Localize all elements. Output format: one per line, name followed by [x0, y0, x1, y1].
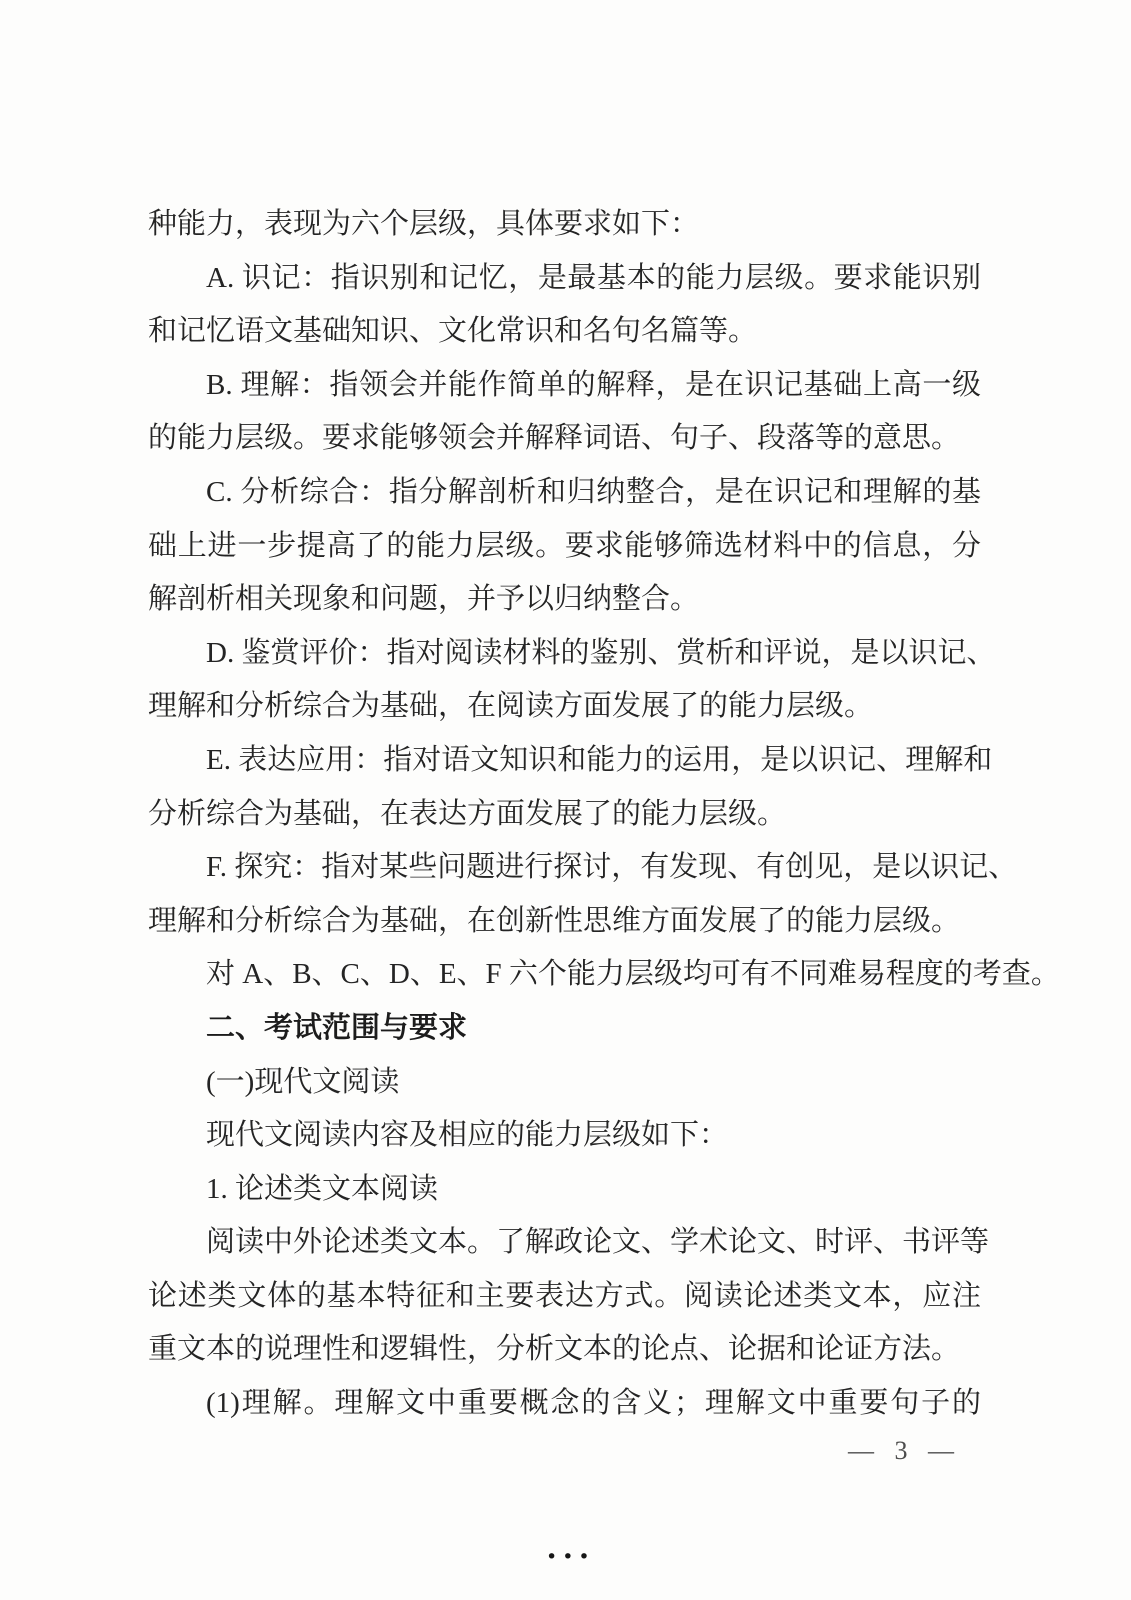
line-ability-d-1: D. 鉴赏评价：指对阅读材料的鉴别、赏析和评说，是以识记、 [206, 636, 996, 669]
line-ability-b-2: 的能力层级。要求能够领会并解释词语、句子、段落等的意思。 [148, 422, 961, 455]
line-continuation-from-prev-page: 种能力，表现为六个层级，具体要求如下： [148, 208, 700, 240]
page-number: — 3 — [848, 1436, 955, 1465]
line-modern-reading-intro: 现代文阅读内容及相应的能力层级如下： [206, 1119, 729, 1152]
line-ability-e-2: 分析综合为基础，在表达方面发展了的能力层级。 [148, 797, 787, 830]
line-levels-summary: 对 A、B、C、D、E、F 六个能力层级均可有不同难易程度的考查。 [206, 958, 1060, 991]
line-ability-d-2: 理解和分析综合为基础，在阅读方面发展了的能力层级。 [148, 690, 874, 723]
line-ability-e-1: E. 表达应用：指对语文知识和能力的运用，是以识记、理解和 [206, 743, 993, 776]
line-subsection-modern-reading: (一)现代文阅读 [206, 1065, 400, 1098]
line-ability-a-1: A. 识记：指识别和记忆，是最基本的能力层级。要求能识别 [206, 261, 981, 294]
line-item-argumentative-texts: 1. 论述类文本阅读 [206, 1172, 439, 1205]
line-ability-c-2: 础上进一步提高了的能力层级。要求能够筛选材料中的信息，分 [148, 529, 981, 562]
line-ability-b-1: B. 理解：指领会并能作简单的解释，是在识记基础上高一级 [206, 368, 981, 401]
line-comprehension-item-1: (1)理解。理解文中重要概念的含义；理解文中重要句子的 [206, 1387, 981, 1420]
line-ability-c-3: 解剖析相关现象和问题，并予以归纳整合。 [148, 583, 700, 616]
line-argumentative-1: 阅读中外论述类文本。了解政论文、学术论文、时评、书评等 [206, 1226, 990, 1259]
line-argumentative-3: 重文本的说理性和逻辑性，分析文本的论点、论据和论证方法。 [148, 1333, 961, 1366]
footer-ellipsis-dots: ••• [546, 1546, 595, 1568]
line-ability-f-2: 理解和分析综合为基础，在创新性思维方面发展了的能力层级。 [148, 904, 961, 937]
line-ability-f-1: F. 探究：指对某些问题进行探讨，有发现、有创见，是以识记、 [206, 851, 1018, 884]
line-section-heading-scope: 二、考试范围与要求 [206, 1011, 468, 1044]
document-body [148, 198, 1060, 1431]
line-ability-c-1: C. 分析综合：指分解剖析和归纳整合，是在识记和理解的基 [206, 475, 981, 508]
line-ability-a-2: 和记忆语文基础知识、文化常识和名句名篇等。 [148, 315, 758, 348]
line-argumentative-2: 论述类文体的基本特征和主要表达方式。阅读论述类文本，应注 [148, 1279, 981, 1312]
